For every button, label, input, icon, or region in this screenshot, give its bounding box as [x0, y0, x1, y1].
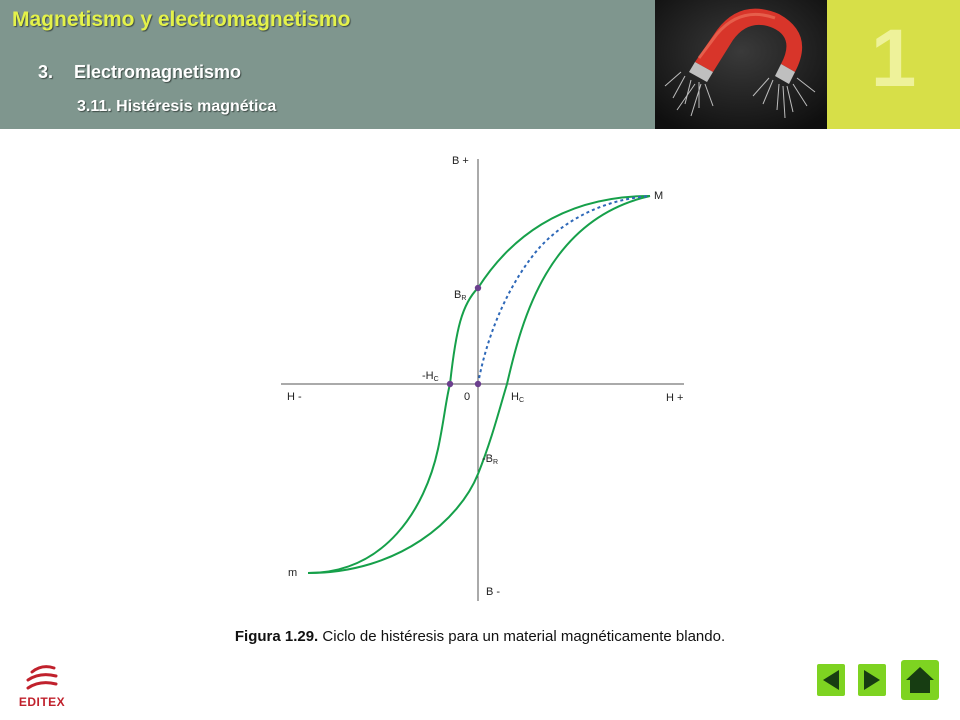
header-banner — [0, 0, 655, 129]
point-br — [475, 285, 481, 291]
figure-text: Ciclo de histéresis para un material magnéticamente blando. — [318, 628, 726, 645]
point-m-label: m — [288, 567, 298, 579]
point-neg-hc — [447, 381, 453, 387]
initial-magnetization-curve — [478, 196, 650, 384]
h-minus-label: H - — [287, 391, 302, 403]
h-plus-label: H + — [666, 392, 684, 404]
arrow-left-icon — [817, 664, 845, 696]
section-heading — [38, 62, 241, 83]
br-label: BR — [454, 289, 467, 302]
hc-label: HC — [511, 391, 525, 404]
previous-button[interactable] — [817, 664, 845, 696]
home-button[interactable] — [901, 660, 939, 700]
b-minus-label: B - — [486, 586, 501, 598]
page-title: Magnetismo y electromagnetismo — [12, 8, 351, 31]
section-number: 3. — [38, 62, 54, 82]
origin-label: 0 — [464, 391, 471, 403]
section-title: Electromagnetismo — [74, 62, 242, 82]
point-origin — [475, 381, 481, 387]
neg-hc-label: -HC — [422, 370, 439, 383]
hysteresis-svg — [0, 129, 960, 619]
next-button[interactable] — [858, 664, 886, 696]
point-M-label: M — [654, 190, 664, 202]
neg-br-label: -BR — [482, 453, 499, 466]
home-icon — [901, 660, 939, 700]
magnet-photo — [655, 0, 827, 129]
logo-text: EDITEX — [18, 695, 66, 709]
chapter-badge — [827, 0, 960, 129]
chapter-number: 1 — [870, 13, 917, 104]
arrow-right-icon — [858, 664, 886, 696]
hysteresis-diagram — [0, 129, 960, 619]
editex-logo — [10, 662, 74, 712]
editex-logo-icon — [10, 662, 74, 696]
b-plus-label: B + — [452, 155, 469, 167]
figure-caption — [0, 628, 960, 645]
subsection-heading: 3.11. Histéresis magnética — [77, 98, 277, 115]
figure-label: Figura 1.29. — [234, 628, 319, 645]
